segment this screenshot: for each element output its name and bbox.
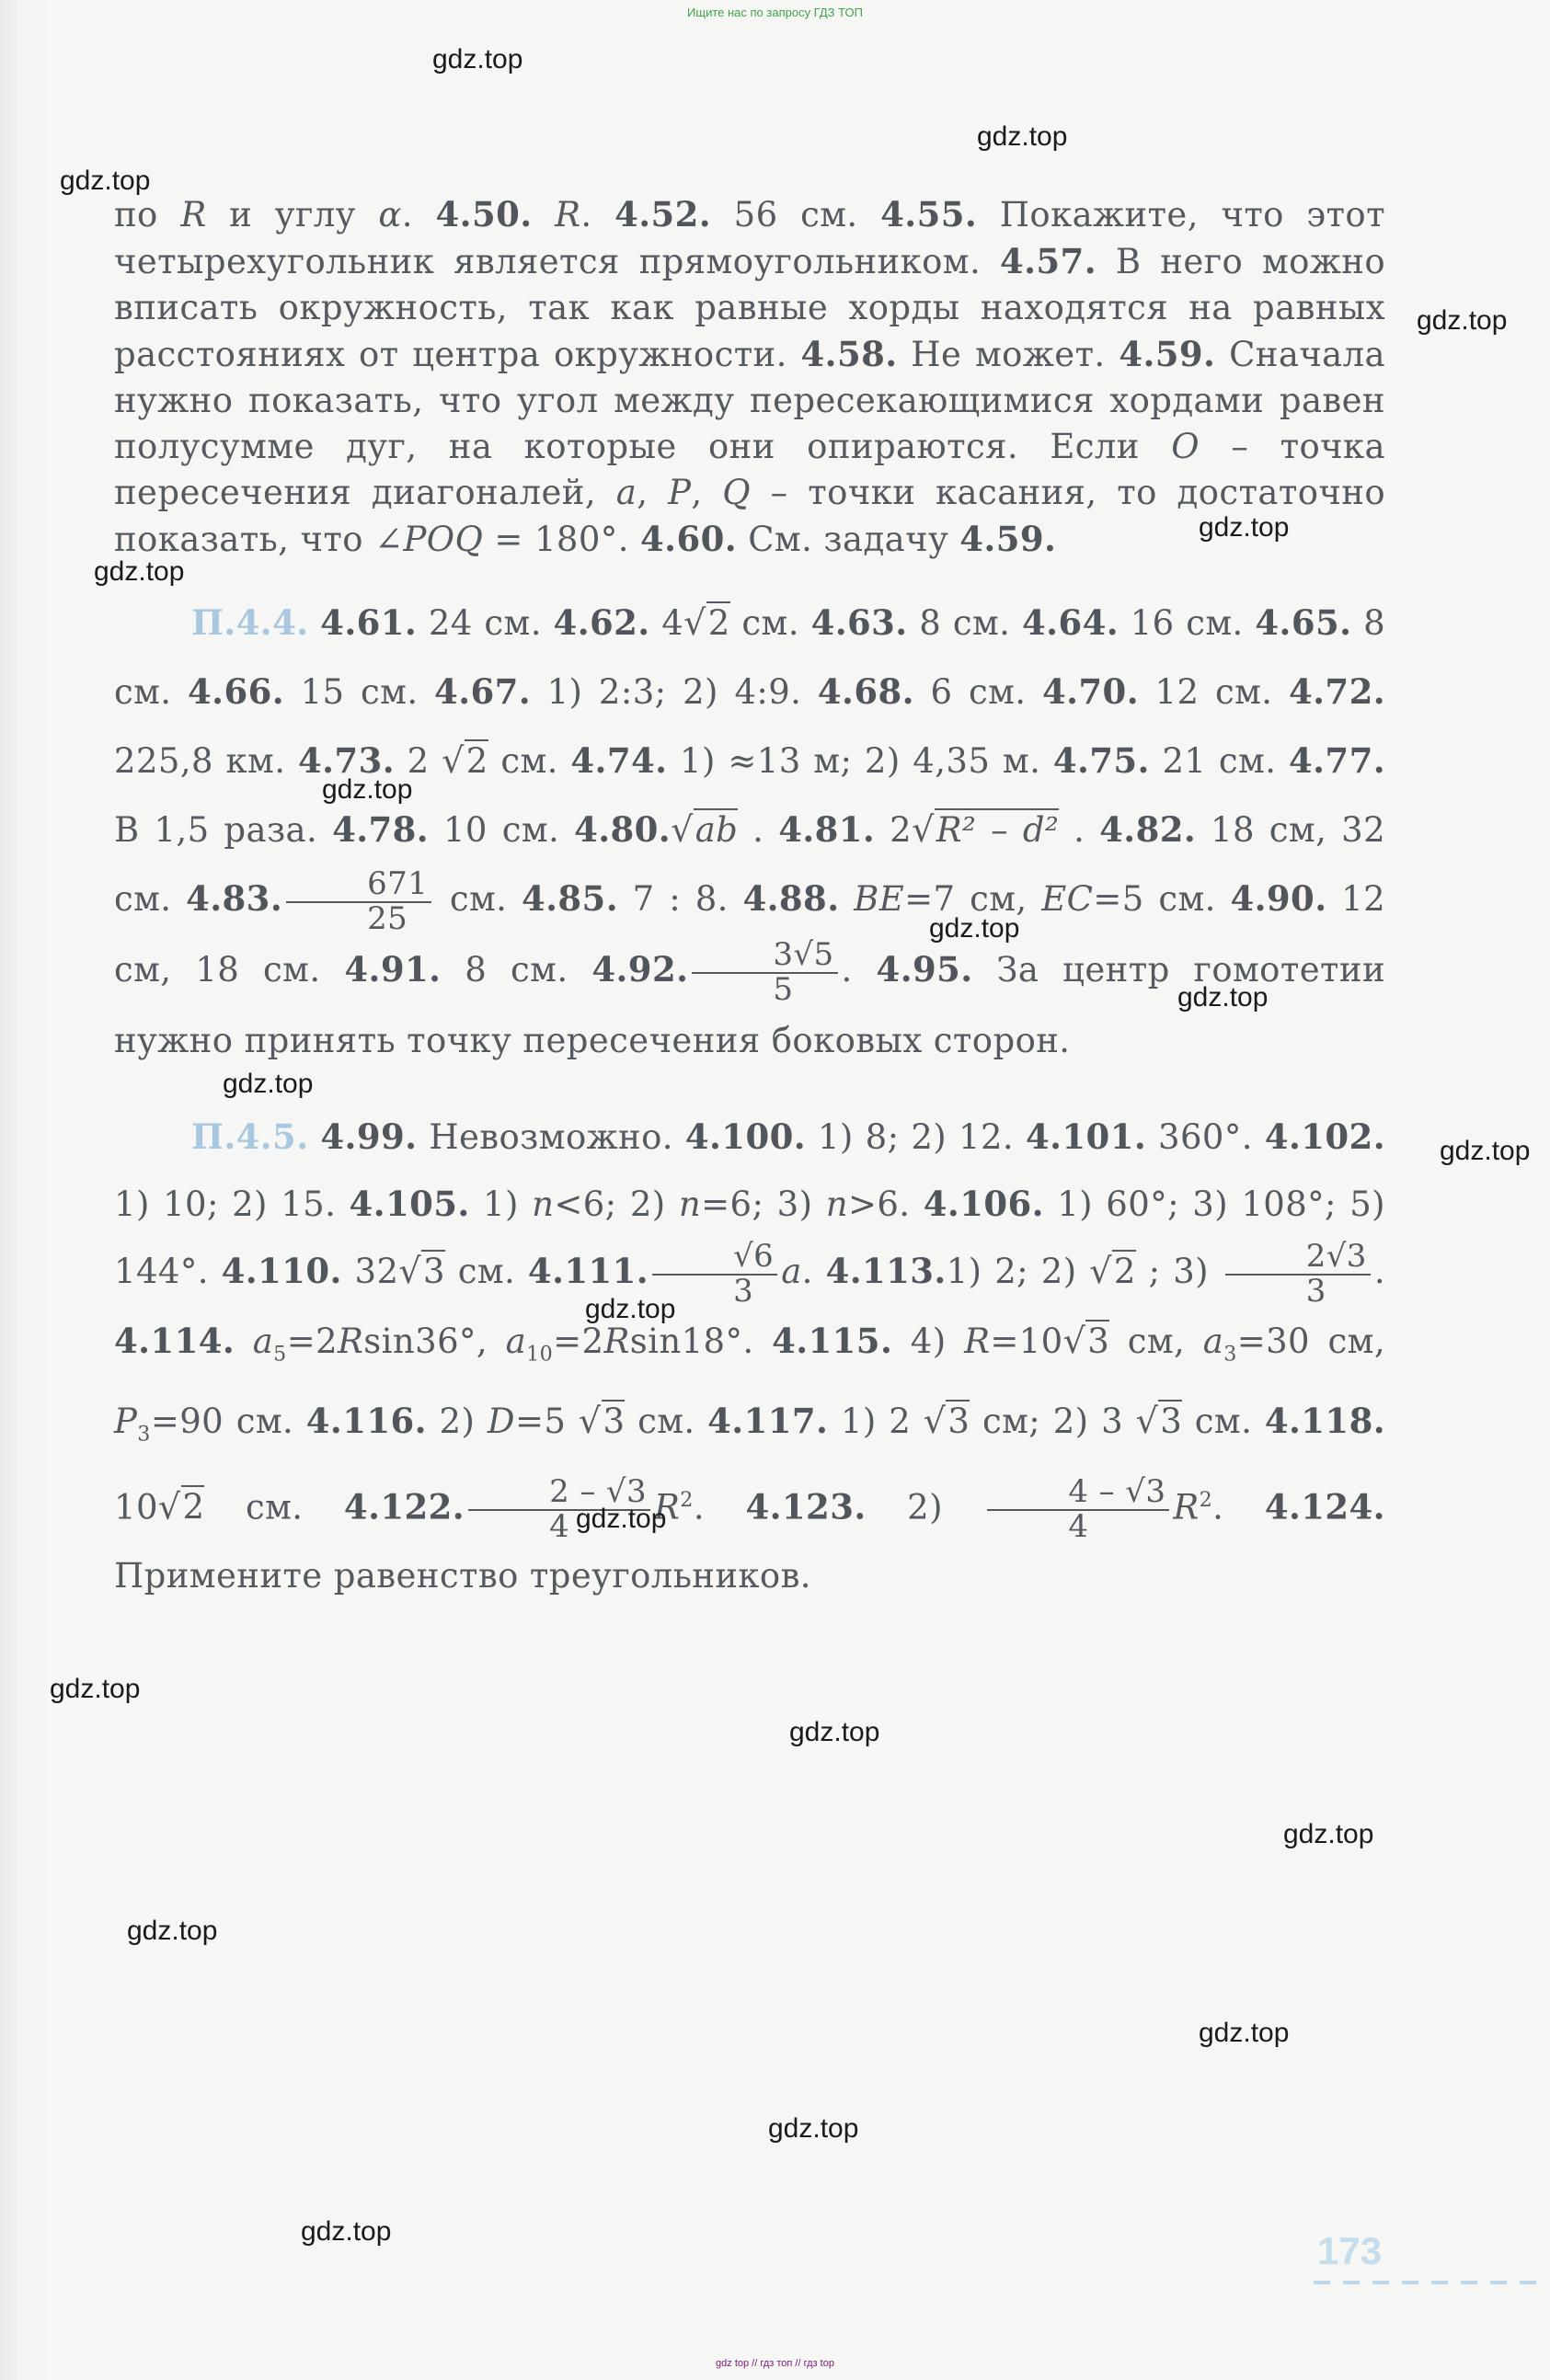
answer-number: 4.101. xyxy=(1025,1116,1147,1157)
text: см. xyxy=(204,1487,344,1528)
text: <6; 2) xyxy=(554,1184,679,1224)
watermark: gdz.top xyxy=(977,121,1068,152)
radicand: 3 xyxy=(603,1401,626,1441)
watermark: gdz.top xyxy=(50,1674,141,1704)
var: P xyxy=(114,1401,138,1441)
answer-number: 4.81. xyxy=(778,809,876,850)
answer-number: 4.80. xyxy=(574,809,672,850)
answer-number: 4.92. xyxy=(591,949,689,990)
radicand: 2 xyxy=(465,741,488,781)
denominator: 4 xyxy=(1068,1507,1089,1545)
text: см. xyxy=(1182,1401,1265,1441)
var: a xyxy=(615,473,637,512)
watermark: gdz.top xyxy=(94,556,185,587)
denominator: 3 xyxy=(1305,1272,1326,1310)
text xyxy=(839,879,854,919)
var: D xyxy=(487,1401,515,1441)
answer-number: 4.74. xyxy=(570,740,668,781)
var: ∠POQ xyxy=(374,520,484,559)
answer-number: 4.114. xyxy=(114,1321,235,1362)
text: 8 см. xyxy=(114,603,1386,712)
page-number: 173 xyxy=(1317,2229,1383,2272)
var: α xyxy=(378,195,402,235)
radicand: ab xyxy=(695,810,739,850)
radicand: 3 xyxy=(947,1401,970,1441)
radical-sign: √ xyxy=(578,1400,602,1441)
text: и углу xyxy=(206,195,379,235)
text: . xyxy=(693,1487,746,1528)
text xyxy=(235,1322,253,1361)
text: =2 xyxy=(553,1322,604,1362)
numerator: √6 xyxy=(652,1241,777,1276)
text: 2) xyxy=(426,1401,488,1441)
var: a xyxy=(505,1322,527,1362)
text: =5 xyxy=(514,1401,579,1441)
answer-number: 4.90. xyxy=(1230,878,1327,919)
text: , xyxy=(637,473,669,512)
var: R xyxy=(338,1322,364,1362)
text: 10 см. xyxy=(429,810,575,850)
radical-sign: √ xyxy=(398,1251,422,1291)
fraction xyxy=(286,864,431,937)
var: a xyxy=(1202,1322,1224,1362)
answer-number: 4.73. xyxy=(298,740,395,781)
text: 2) xyxy=(866,1487,984,1528)
answer-number: 4.67. xyxy=(434,671,532,712)
subscript: 3 xyxy=(1223,1342,1237,1367)
text: См. задачу xyxy=(737,520,960,559)
text: 7 : 8. xyxy=(617,879,743,919)
answer-number: 4.61. xyxy=(320,602,418,643)
text xyxy=(533,195,556,235)
answer-number: 4.57. xyxy=(999,241,1096,281)
var: O xyxy=(1171,427,1200,466)
page-number-dash-line xyxy=(1314,2281,1544,2284)
text: 4) xyxy=(892,1322,965,1362)
radical-sign: √ xyxy=(923,1400,947,1441)
answer-number: 4.95. xyxy=(876,949,973,990)
answer-number: 4.52. xyxy=(614,194,712,235)
text: . xyxy=(1059,810,1100,850)
text: см. xyxy=(435,879,522,919)
text: 24 см. xyxy=(417,603,554,643)
text: 16 см. xyxy=(1119,603,1256,643)
answer-number: 4.99. xyxy=(320,1116,418,1157)
section-label: П.4.5. xyxy=(191,1116,309,1157)
fraction xyxy=(987,1473,1169,1545)
watermark: gdz.top xyxy=(60,166,151,196)
numerator: 2√3 xyxy=(1225,1241,1371,1276)
text: см. xyxy=(444,1252,528,1291)
answer-number: 4.82. xyxy=(1099,809,1197,850)
var: n xyxy=(532,1184,555,1224)
text: =6; 3) xyxy=(701,1184,826,1224)
var: BE xyxy=(854,879,905,919)
var: R xyxy=(180,195,207,235)
watermark: gdz.top xyxy=(929,913,1020,944)
subscript: 3 xyxy=(137,1421,151,1446)
radicand: 2 xyxy=(707,603,730,643)
var: n xyxy=(825,1184,848,1224)
text: ; 3) xyxy=(1135,1252,1222,1291)
text: Покажите, что этот четырехугольник является прямоугольником. xyxy=(114,195,1385,281)
answer-number: 4.78. xyxy=(332,809,430,850)
text: по xyxy=(114,195,181,235)
text: 1) 8; 2) 12. xyxy=(806,1117,1026,1157)
var: EC xyxy=(1041,879,1094,919)
text: 1) 10; 2) 15. xyxy=(114,1184,350,1224)
text: 8 см. xyxy=(907,603,1023,643)
answer-number: 4.102. xyxy=(1264,1116,1385,1157)
text: 225,8 км. xyxy=(114,741,298,781)
text: 2 xyxy=(875,810,913,850)
text: = 180°. xyxy=(483,520,641,559)
numerator: 2 – √3 xyxy=(468,1476,650,1511)
radical-sign: √ xyxy=(442,740,465,781)
var: R xyxy=(555,195,581,235)
answer-number: 4.62. xyxy=(553,602,650,643)
answer-number: 4.59. xyxy=(959,519,1057,559)
text: 1) 60°; 3) 108°; 5) 144°. xyxy=(114,1184,1385,1291)
subscript: 10 xyxy=(526,1342,554,1367)
bottom-banner[interactable]: gdz top // гдз топ // гдз top xyxy=(716,2358,834,2369)
text: 1) 2; 2) xyxy=(946,1252,1090,1291)
answer-number: 4.60. xyxy=(640,519,738,559)
text: 12 см. xyxy=(1138,672,1289,712)
text: . xyxy=(801,1252,826,1291)
var: a xyxy=(781,1252,802,1291)
answer-number: 4.111. xyxy=(527,1251,649,1291)
answer-number: 4.68. xyxy=(817,671,914,712)
text: 8 см. xyxy=(441,950,592,990)
watermark: gdz.top xyxy=(789,1717,880,1747)
text: >6. xyxy=(847,1184,924,1224)
answer-number: 4.100. xyxy=(684,1116,807,1157)
answer-number: 4.55. xyxy=(880,194,978,235)
watermark: gdz.top xyxy=(768,2113,859,2144)
answer-number: 4.85. xyxy=(521,878,618,919)
var: R xyxy=(603,1322,630,1362)
section-label: П.4.4. xyxy=(191,602,309,643)
text: 2 xyxy=(395,741,442,781)
answer-number: 4.116. xyxy=(305,1400,427,1441)
text: . xyxy=(580,195,615,235)
text: =90 см. xyxy=(150,1401,306,1441)
answer-number: 4.83. xyxy=(186,878,283,919)
text: 10 xyxy=(114,1487,158,1528)
denominator: 5 xyxy=(773,970,794,1008)
text: см; 2) 3 xyxy=(970,1401,1136,1441)
answer-number: 4.113. xyxy=(825,1251,947,1291)
radicand: 3 xyxy=(423,1252,445,1291)
text: В него можно вписать окружность, так как равные хорды находятся на равных расстояниях от центра окружности. xyxy=(114,242,1386,374)
var: R xyxy=(654,1487,681,1528)
var: R xyxy=(1173,1487,1200,1528)
text: 18 см, 32 см. xyxy=(114,810,1386,919)
top-banner[interactable]: Ищите нас по запросу ГДЗ ТОП xyxy=(687,6,863,19)
text: . xyxy=(401,195,436,235)
text: 12 см, 18 см. xyxy=(114,879,1386,990)
denominator: 25 xyxy=(367,899,408,937)
text: За центр гомотетии нужно принять точку пересечения боковых сторон. xyxy=(114,950,1386,1061)
var: P xyxy=(668,473,692,512)
answer-number: 4.66. xyxy=(188,671,285,712)
answer-number: 4.64. xyxy=(1022,602,1119,643)
text: Не может. xyxy=(897,335,1119,374)
answer-number: 4.77. xyxy=(1289,740,1385,781)
text: sin36°, xyxy=(363,1322,506,1362)
radical-sign: √ xyxy=(1089,1251,1112,1291)
var: Q xyxy=(722,473,751,512)
answer-number: 4.59. xyxy=(1119,334,1216,374)
text: 1) 2:3; 2) 4:9. xyxy=(531,672,818,712)
answer-number: 4.75. xyxy=(1052,740,1150,781)
watermark: gdz.top xyxy=(1283,1819,1374,1849)
text: – точки касания, то достаточно показать, что xyxy=(114,473,1385,559)
answer-number: 4.115. xyxy=(772,1321,893,1362)
radical-sign: √ xyxy=(1062,1321,1086,1362)
text: см. xyxy=(729,603,811,643)
answer-number: 4.88. xyxy=(742,878,840,919)
watermark: gdz.top xyxy=(301,2216,392,2247)
answer-number: 4.110. xyxy=(221,1251,342,1291)
answer-number: 4.122. xyxy=(343,1486,465,1528)
text: 1) xyxy=(469,1184,533,1224)
fraction xyxy=(692,936,837,1008)
watermark: gdz.top xyxy=(432,44,523,74)
radical-sign: √ xyxy=(157,1486,181,1528)
radicand: 3 xyxy=(1087,1322,1110,1362)
text: . xyxy=(1373,1252,1386,1291)
radical-sign: √ xyxy=(683,602,706,643)
text: – точка пересечения диагоналей, xyxy=(114,427,1385,512)
radicand: R² – d² xyxy=(936,810,1060,850)
radical-sign: √ xyxy=(1135,1400,1159,1441)
superscript: 2 xyxy=(1199,1487,1213,1512)
var: n xyxy=(678,1184,702,1224)
text: В 1,5 раза. xyxy=(114,810,333,850)
watermark: gdz.top xyxy=(1440,1136,1531,1166)
answer-number: 4.124. xyxy=(1264,1486,1385,1528)
fraction xyxy=(1225,1237,1371,1310)
numerator: 3√5 xyxy=(692,939,837,974)
text: Сначала нужно показать, что угол между пересекающимися хордами равен полусумме дуг, на которые они опираются. Если xyxy=(114,335,1385,466)
text: =2 xyxy=(286,1322,339,1362)
text: sin18°. xyxy=(629,1322,773,1362)
watermark: gdz.top xyxy=(1417,305,1508,336)
radicand: 2 xyxy=(1113,1252,1136,1291)
answer-number: 4.117. xyxy=(707,1400,829,1441)
text: . xyxy=(1212,1487,1265,1528)
watermark: gdz.top xyxy=(1199,2018,1290,2048)
text: 15 см. xyxy=(284,672,435,712)
answer-number: 4.63. xyxy=(810,602,908,643)
watermark: gdz.top xyxy=(576,1504,667,1534)
text: =10 xyxy=(990,1322,1063,1362)
text: 32 xyxy=(341,1252,399,1291)
text: см. xyxy=(625,1401,708,1441)
answer-number: 4.70. xyxy=(1041,671,1139,712)
text: 1) 2 xyxy=(828,1401,924,1441)
text: , xyxy=(691,473,723,512)
numerator: 671 xyxy=(286,868,431,903)
denominator: 4 xyxy=(549,1507,570,1545)
answer-number: 4.118. xyxy=(1264,1400,1386,1441)
var: a xyxy=(252,1322,274,1362)
text: 21 см. xyxy=(1149,741,1289,781)
text: 360°. xyxy=(1146,1117,1265,1157)
text: Невозможно. xyxy=(417,1117,685,1157)
answers-block-continued xyxy=(114,191,1385,563)
watermark: gdz.top xyxy=(223,1069,314,1099)
radicand: 2 xyxy=(182,1487,205,1528)
text: . xyxy=(738,810,779,850)
answer-number: 4.58. xyxy=(800,334,898,374)
text: =5 см. xyxy=(1093,879,1231,919)
answer-number: 4.106. xyxy=(923,1184,1044,1224)
answer-number: 4.105. xyxy=(349,1184,470,1224)
answer-number: 4.123. xyxy=(745,1486,867,1528)
text: см. xyxy=(488,741,571,781)
watermark: gdz.top xyxy=(1199,512,1290,543)
var: R xyxy=(964,1322,991,1362)
answer-number: 4.65. xyxy=(1255,602,1352,643)
watermark: gdz.top xyxy=(322,774,413,805)
answer-number: 4.50. xyxy=(435,194,533,235)
watermark: gdz.top xyxy=(585,1294,676,1324)
text: 4 xyxy=(649,603,684,643)
superscript: 2 xyxy=(680,1487,694,1512)
denominator: 3 xyxy=(733,1272,754,1310)
text: см, xyxy=(1109,1322,1203,1362)
watermark: gdz.top xyxy=(1177,982,1269,1013)
answer-number: 4.72. xyxy=(1289,671,1385,712)
text: 56 см. xyxy=(711,195,881,235)
text: . xyxy=(841,950,877,990)
numerator: 4 – √3 xyxy=(987,1476,1169,1511)
radical-sign: √ xyxy=(671,809,694,850)
text: =30 см, xyxy=(1236,1322,1385,1362)
watermark: gdz.top xyxy=(127,1916,218,1946)
radicand: 3 xyxy=(1160,1401,1183,1441)
text: Примените равенство треугольников. xyxy=(114,1556,811,1596)
text: 1) ≈13 м; 2) 4,35 м. xyxy=(667,741,1053,781)
radical-sign: √ xyxy=(912,809,935,850)
subscript: 5 xyxy=(273,1342,287,1367)
text: =7 см, xyxy=(904,879,1042,919)
answer-number: 4.91. xyxy=(344,949,442,990)
text: 6 см. xyxy=(913,672,1042,712)
section-4-5-answers xyxy=(114,1104,1385,1609)
